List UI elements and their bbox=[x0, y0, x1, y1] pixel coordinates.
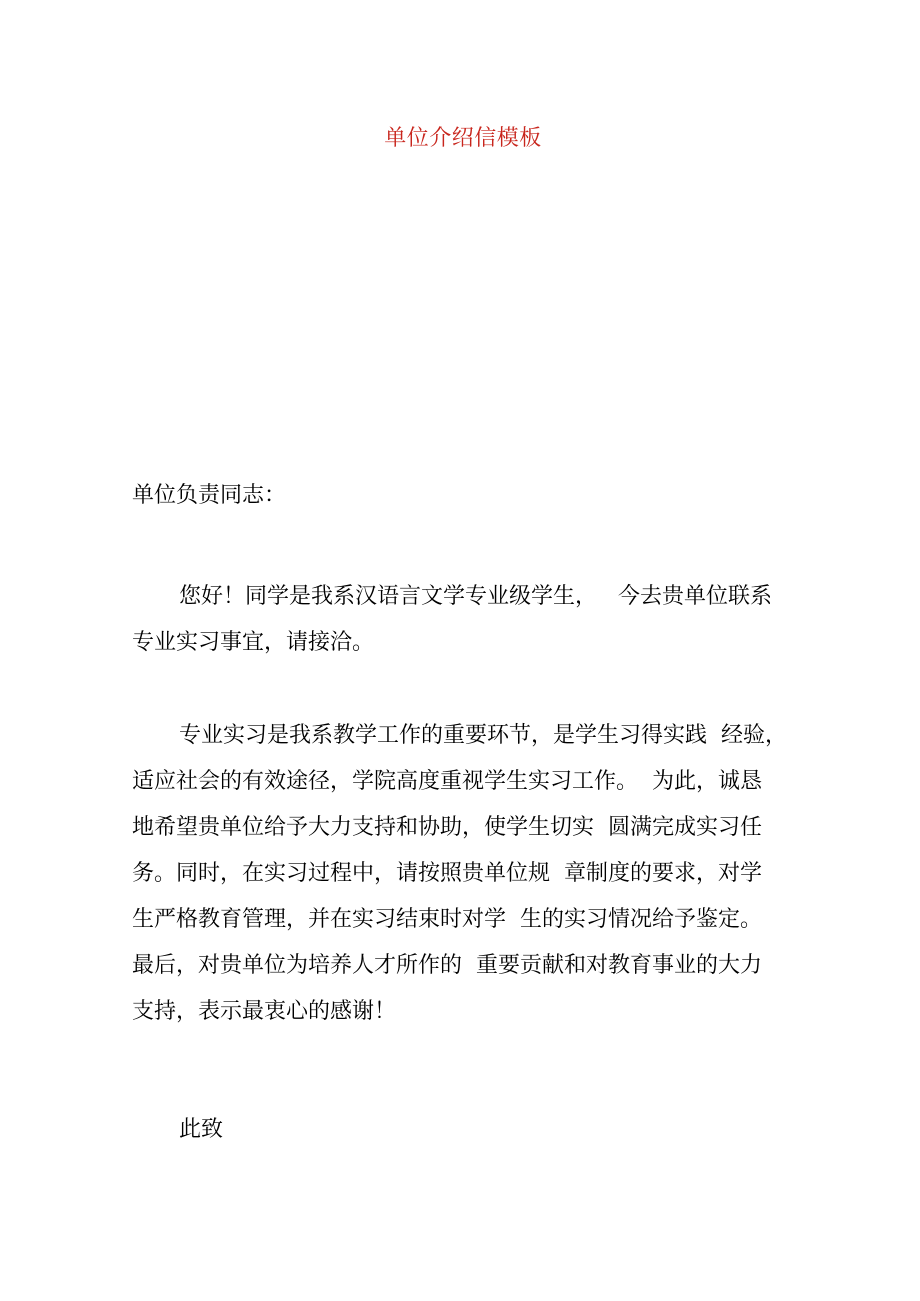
paragraph-body bbox=[132, 713, 804, 1035]
paragraph-intro bbox=[132, 574, 804, 666]
paragraph-line: 地希望贵单位给予大力支持和协助，使学生切实 圆满完成实习任 bbox=[132, 815, 762, 840]
paragraph-line: 支持，表示最衷心的感谢！ bbox=[132, 999, 397, 1024]
paragraph-line: 专业实习是我系教学工作的重要环节，是学生习得实践 经验， bbox=[179, 723, 787, 748]
closing-phrase: 此致 bbox=[179, 1117, 224, 1142]
paragraph-line: 生严格教育管理，并在实习结束时对学 生的实习情况给予鉴定。 bbox=[132, 907, 762, 932]
document-title: 单位介绍信模板 bbox=[384, 126, 542, 151]
salutation: 单位负责同志： bbox=[132, 483, 287, 508]
paragraph-line: 专业实习事宜，请接洽。 bbox=[132, 630, 375, 655]
paragraph-line: 您好！同学是我系汉语言文学专业级学生， 今去贵单位联系 bbox=[179, 584, 772, 609]
paragraph-line: 务。同时，在实习过程中，请按照贵单位规 章制度的要求，对学 bbox=[132, 861, 762, 886]
paragraph-line: 最后，对贵单位为培养人才所作的 重要贡献和对教育事业的大力 bbox=[132, 953, 762, 978]
paragraph-line: 适应社会的有效途径，学院高度重视学生实习工作。 为此，诚恳 bbox=[132, 769, 762, 794]
